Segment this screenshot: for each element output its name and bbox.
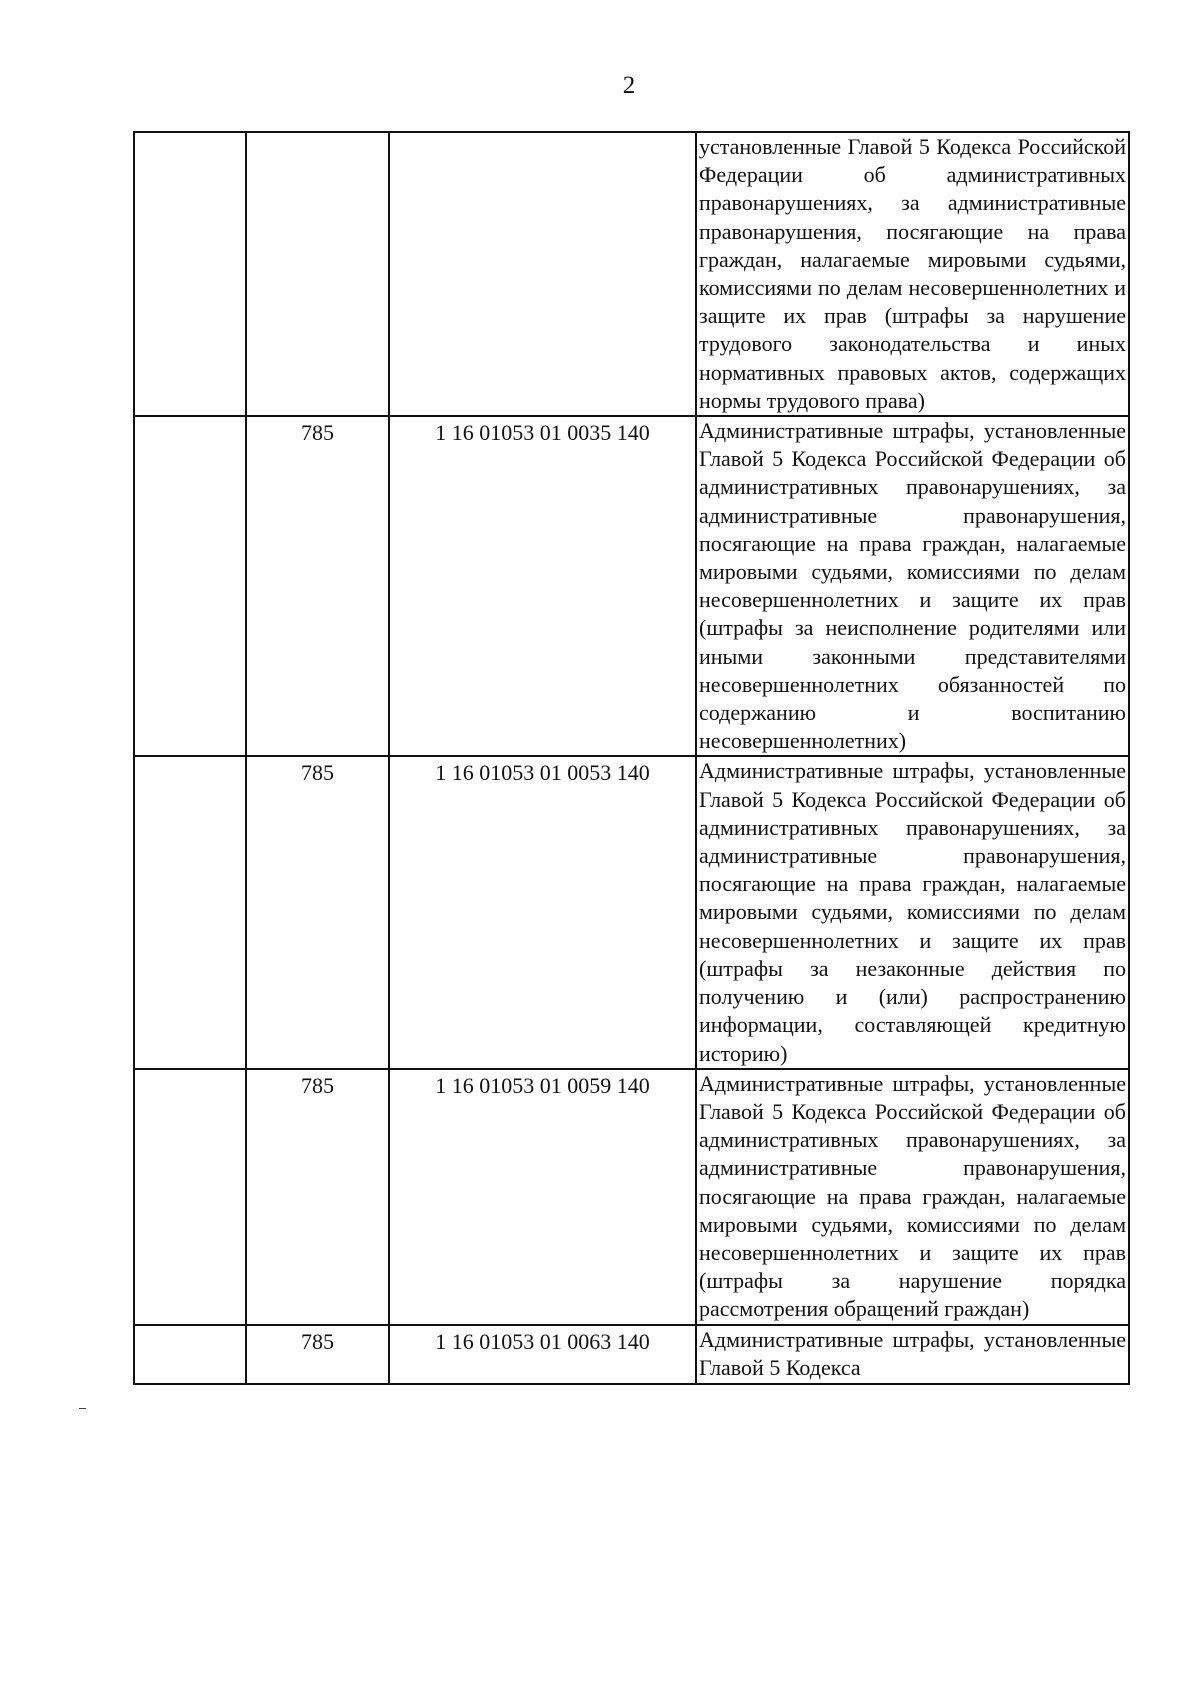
table-row	[134, 1069, 1129, 1325]
table-row	[134, 132, 1129, 416]
kbk-code-cell	[389, 132, 696, 416]
budget-classification-table	[133, 131, 1130, 1385]
table-row	[134, 756, 1129, 1068]
table-cell-blank	[134, 1325, 246, 1384]
description-cell: Административные штрафы, установленные Главой 5 Кодекса Российской Федерации об административных правонарушениях, за административные правонарушения, посягающие на права граждан, налагаемые мировыми судьями, комиссиями по делам несовершеннолетних и защите их прав (штрафы за нарушение порядка рассмотрения обращений граждан)	[696, 1069, 1129, 1325]
description-cell: Административные штрафы, установленные Главой 5 Кодекса	[696, 1325, 1129, 1384]
kbk-code-cell: 1 16 01053 01 0035 140	[389, 416, 696, 756]
table-cell-blank	[134, 416, 246, 756]
admin-code-cell	[246, 132, 389, 416]
table-row	[134, 1325, 1129, 1384]
description-cell: Административные штрафы, установленные Главой 5 Кодекса Российской Федерации об административных правонарушениях, за административные правонарушения, посягающие на права граждан, налагаемые мировыми судьями, комиссиями по делам несовершеннолетних и защите их прав (штрафы за неисполнение родителями или иными законными представителями несовершеннолетних обязанностей по содержанию и воспитанию несовершеннолетних)	[696, 416, 1129, 756]
admin-code-cell: 785	[246, 1069, 389, 1325]
margin-mark	[79, 1408, 86, 1409]
description-cell: Административные штрафы, установленные Главой 5 Кодекса Российской Федерации об административных правонарушениях, за административные правонарушения, посягающие на права граждан, налагаемые мировыми судьями, комиссиями по делам несовершеннолетних и защите их прав (штрафы за незаконные действия по получению и (или) распространению информации, составляющей кредитную историю)	[696, 756, 1129, 1068]
description-cell: установленные Главой 5 Кодекса Российской Федерации об административных правонарушениях, за административные правонарушения, посягающие на права граждан, налагаемые мировыми судьями, комиссиями по делам несовершеннолетних и защите их прав (штрафы за нарушение трудового законодательства и иных нормативных правовых актов, содержащих нормы трудового права)	[696, 132, 1129, 416]
kbk-code-cell: 1 16 01053 01 0059 140	[389, 1069, 696, 1325]
kbk-code-cell: 1 16 01053 01 0053 140	[389, 756, 696, 1068]
table-cell-blank	[134, 132, 246, 416]
kbk-code-cell: 1 16 01053 01 0063 140	[389, 1325, 696, 1384]
admin-code-cell: 785	[246, 756, 389, 1068]
admin-code-cell: 785	[246, 416, 389, 756]
admin-code-cell: 785	[246, 1325, 389, 1384]
table-cell-blank	[134, 756, 246, 1068]
page-number: 2	[622, 72, 636, 99]
table-row	[134, 416, 1129, 756]
table-cell-blank	[134, 1069, 246, 1325]
